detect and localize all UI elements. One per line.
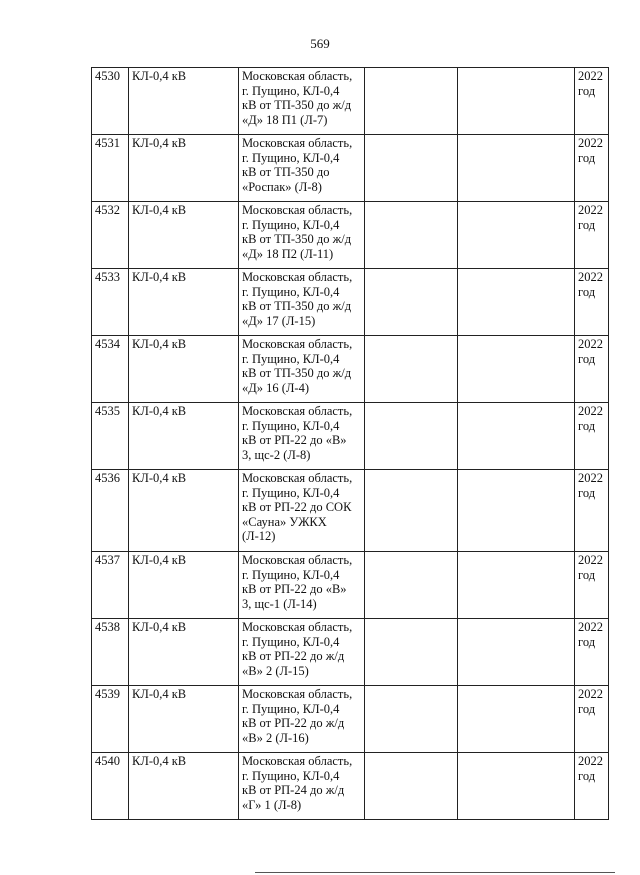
line-type-cell [129,202,239,269]
address-line: кВ от РП-22 до «В» [242,582,347,597]
year-cell [575,68,609,135]
register-table-body [92,68,609,820]
empty-cell [458,753,575,820]
line-type-cell [129,68,239,135]
address-line: «Г» 1 (Л-8) [242,797,302,812]
row-number-cell [92,68,129,135]
empty-cell [365,686,458,753]
address-line: кВ от РП-22 до ж/д [242,716,345,731]
address-line: Московская область, [242,471,353,485]
row-number-cell [92,470,129,552]
row-number: 4536 [95,471,120,485]
address-line: «Д» 17 (Л-15) [242,313,316,328]
year-line: год [578,351,596,366]
address-line: г. Пущино, КЛ-0,4 [242,351,340,366]
row-number-cell [92,403,129,470]
address-cell [239,470,365,552]
address-line: «Д» 18 П2 (Л-11) [242,246,334,261]
empty-cell [365,269,458,336]
table-row [92,552,609,619]
empty-cell [365,68,458,135]
table-row [92,135,609,202]
year-line: 2022 [578,687,603,701]
empty-cell [365,403,458,470]
empty-cell [365,552,458,619]
address-line: «Роспак» (Л-8) [242,179,322,194]
address-cell [239,269,365,336]
empty-cell [365,336,458,403]
line-type-cell [129,619,239,686]
empty-cell [365,135,458,202]
address-line: г. Пущино, КЛ-0,4 [242,284,340,299]
address-line: «Д» 18 П1 (Л-7) [242,112,328,127]
row-number-cell [92,619,129,686]
line-type-cell [129,269,239,336]
address-cell [239,686,365,753]
address-line: г. Пущино, КЛ-0,4 [242,418,340,433]
empty-cell [458,552,575,619]
address-line: 3, щс-2 (Л-8) [242,447,311,462]
line-type-cell [129,552,239,619]
row-number-cell [92,336,129,403]
address-line: г. Пущино, КЛ-0,4 [242,485,340,500]
row-number-cell [92,753,129,820]
row-number: 4534 [95,337,120,351]
address-line: «В» 2 (Л-15) [242,663,309,678]
table-row [92,269,609,336]
address-line: «Д» 16 (Л-4) [242,380,309,395]
line-type-cell [129,753,239,820]
table-row [92,68,609,135]
address-line: Московская область, [242,553,353,567]
address-line: Московская область, [242,136,353,150]
address-line: (Л-12) [242,529,276,544]
year-line: год [578,567,596,582]
address-line: г. Пущино, КЛ-0,4 [242,217,340,232]
year-line: 2022 [578,136,603,150]
address-line: г. Пущино, КЛ-0,4 [242,634,340,649]
address-cell [239,135,365,202]
year-line: 2022 [578,203,603,217]
year-cell [575,552,609,619]
empty-cell [458,202,575,269]
line-type-cell [129,686,239,753]
line-type-cell [129,135,239,202]
row-number: 4535 [95,404,120,418]
empty-cell [365,619,458,686]
address-line: Московская область, [242,404,353,418]
address-line: г. Пущино, КЛ-0,4 [242,567,340,582]
address-line: Московская область, [242,337,353,351]
empty-cell [458,269,575,336]
table-row [92,202,609,269]
row-number: 4530 [95,69,120,83]
address-line: Московская область, [242,754,353,768]
address-cell [239,403,365,470]
address-cell [239,68,365,135]
address-line: кВ от ТП-350 до [242,165,330,180]
address-cell [239,552,365,619]
year-line: 2022 [578,553,603,567]
empty-cell [458,135,575,202]
row-number: 4533 [95,270,120,284]
year-line: год [578,634,596,649]
year-line: год [578,83,596,98]
year-line: год [578,217,596,232]
address-cell [239,753,365,820]
line-type-cell [129,470,239,552]
address-line: г. Пущино, КЛ-0,4 [242,701,340,716]
empty-cell [365,470,458,552]
address-cell [239,619,365,686]
year-line: 2022 [578,471,603,485]
row-number: 4532 [95,203,120,217]
year-line: год [578,485,596,500]
table-row [92,403,609,470]
address-line: г. Пущино, КЛ-0,4 [242,150,340,165]
table-row [92,619,609,686]
address-line: кВ от ТП-350 до ж/д [242,232,352,247]
row-number: 4531 [95,136,120,150]
line-type: КЛ-0,4 кВ [132,553,187,567]
line-type-cell [129,336,239,403]
address-line: г. Пущино, КЛ-0,4 [242,768,340,783]
year-line: 2022 [578,270,603,284]
table-row [92,686,609,753]
year-cell [575,753,609,820]
page-number: 569 [310,36,330,51]
row-number-cell [92,552,129,619]
empty-cell [458,68,575,135]
register-table [91,67,609,820]
address-line: Московская область, [242,687,353,701]
year-line: год [578,418,596,433]
address-cell [239,336,365,403]
address-line: кВ от РП-22 до «В» [242,433,347,448]
line-type: КЛ-0,4 кВ [132,620,187,634]
year-line: 2022 [578,754,603,768]
year-line: год [578,768,596,783]
address-line: Московская область, [242,270,353,284]
line-type: КЛ-0,4 кВ [132,270,187,284]
bottom-rule [255,872,615,873]
table-row [92,753,609,820]
row-number: 4540 [95,754,120,768]
row-number-cell [92,269,129,336]
address-line: 3, щс-1 (Л-14) [242,596,317,611]
address-line: «Сауна» УЖКХ [242,514,327,529]
table-row [92,470,609,552]
table-row [92,336,609,403]
year-line: год [578,701,596,716]
row-number-cell [92,135,129,202]
empty-cell [458,686,575,753]
year-cell [575,470,609,552]
line-type: КЛ-0,4 кВ [132,687,187,701]
address-line: кВ от ТП-350 до ж/д [242,98,352,113]
address-line: кВ от РП-22 до ж/д [242,649,345,664]
address-line: кВ от ТП-350 до ж/д [242,299,352,314]
empty-cell [365,753,458,820]
year-cell [575,619,609,686]
address-line: Московская область, [242,69,353,83]
address-line: Московская область, [242,203,353,217]
row-number-cell [92,686,129,753]
empty-cell [365,202,458,269]
year-cell [575,135,609,202]
year-cell [575,403,609,470]
empty-cell [458,403,575,470]
address-line: кВ от РП-22 до СОК [242,500,352,515]
year-line: 2022 [578,69,603,83]
year-line: 2022 [578,620,603,634]
line-type: КЛ-0,4 кВ [132,136,187,150]
line-type: КЛ-0,4 кВ [132,471,187,485]
address-line: «В» 2 (Л-16) [242,730,309,745]
empty-cell [458,336,575,403]
year-line: 2022 [578,404,603,418]
empty-cell [458,470,575,552]
row-number-cell [92,202,129,269]
year-line: год [578,150,596,165]
row-number: 4539 [95,687,120,701]
line-type-cell [129,403,239,470]
line-type: КЛ-0,4 кВ [132,69,187,83]
line-type: КЛ-0,4 кВ [132,404,187,418]
address-line: Московская область, [242,620,353,634]
row-number: 4537 [95,553,120,567]
year-cell [575,269,609,336]
year-cell [575,686,609,753]
address-line: кВ от РП-24 до ж/д [242,783,345,798]
year-line: год [578,284,596,299]
line-type: КЛ-0,4 кВ [132,337,187,351]
year-cell [575,202,609,269]
line-type: КЛ-0,4 кВ [132,203,187,217]
row-number: 4538 [95,620,120,634]
empty-cell [458,619,575,686]
year-cell [575,336,609,403]
address-line: кВ от ТП-350 до ж/д [242,366,352,381]
address-line: г. Пущино, КЛ-0,4 [242,83,340,98]
address-cell [239,202,365,269]
line-type: КЛ-0,4 кВ [132,754,187,768]
year-line: 2022 [578,337,603,351]
